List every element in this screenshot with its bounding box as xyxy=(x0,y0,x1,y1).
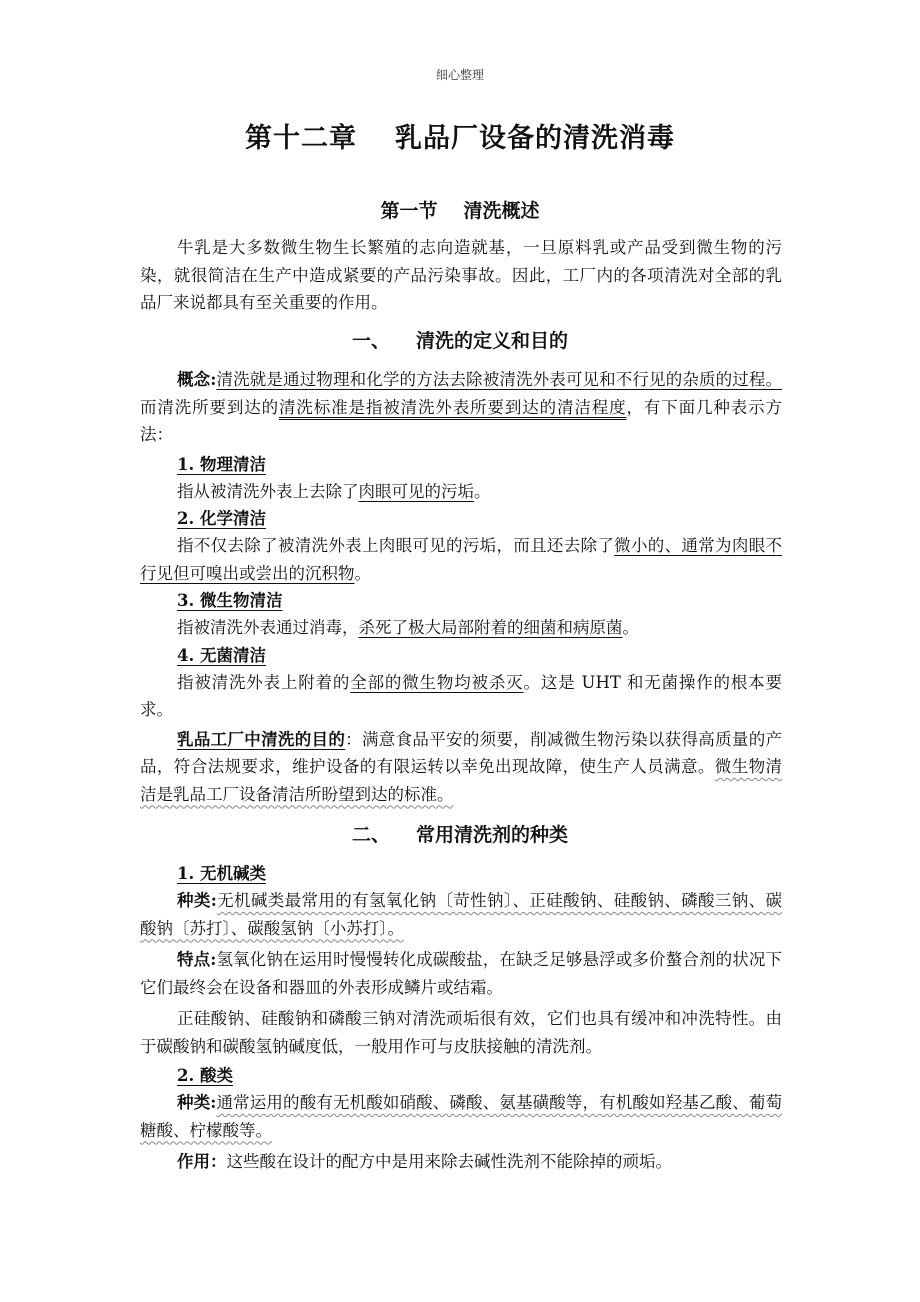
sub1-kind-label: 种类: xyxy=(177,891,217,910)
chapter-title xyxy=(0,116,920,155)
sub1-feature-paragraph xyxy=(140,946,782,1001)
item2-text-underlined: 微小的、通常为肉眼不行见但可嗅出或尝出的沉积物 xyxy=(140,536,783,583)
sub1-kind-text: 无机碱类最常用的有氢氧化钠〔苛性钠〕、正硅酸钠、硅酸钠、磷酸三钠、碳酸钠〔苏打〕、碳酸氢钠〔小苏打〕。 xyxy=(140,891,783,938)
item1-text xyxy=(140,478,782,506)
concept-connector: 而清洗所要到达的 xyxy=(140,397,279,417)
purpose-text: ：满意食品平安的须要，削减微生物污染以获得高质量的产品，符合法规要求，维护设备的有限运转以幸免出现故障，使生产人员满意。 xyxy=(140,729,783,776)
item1-text-underlined: 肉眼可见的污垢 xyxy=(358,481,474,501)
part2-heading xyxy=(0,820,920,847)
item1-text-a: 指从被清洗外表上去除了 xyxy=(177,481,359,501)
sub1-heading: 1. 无机碱类 xyxy=(177,864,266,883)
sub2-use-label: 作用： xyxy=(177,1152,227,1171)
item4-text-underlined: 全部的微生物均被杀灭 xyxy=(350,672,524,692)
sub1-feature-text: 氢氧化钠在运用时慢慢转化成碳酸盐，在缺乏足够悬浮或多价螯合剂的状况下它们最终会在设备和器皿的外表形成鳞片或结霜。 xyxy=(140,950,783,997)
part1-title: 清洗的定义和目的 xyxy=(416,330,569,352)
concept-paragraph xyxy=(140,366,782,449)
concept-standard: 清洗标准是指被清洗外表所要到达的清洁程度 xyxy=(279,397,627,417)
chapter-name: 乳品厂设备的清洗消毒 xyxy=(395,123,675,154)
chapter-number: 第十二章 xyxy=(245,123,357,154)
item3-heading: 3. 微生物清洁 xyxy=(177,591,283,610)
sub2-kind-label: 种类: xyxy=(177,1093,217,1112)
sub2-kind-text: 通常运用的酸有无机酸如硝酸、磷酸、氨基磺酸等，有机酸如羟基乙酸、葡萄糖酸、柠檬酸等。 xyxy=(140,1093,783,1140)
sub1-kind-paragraph xyxy=(140,887,782,942)
part1-body xyxy=(140,366,782,808)
item3-text-b: 。 xyxy=(622,618,639,637)
item2-heading: 2. 化学清洁 xyxy=(177,509,266,528)
part2-number: 二、 xyxy=(351,824,390,846)
part2-title: 常用清洗剂的种类 xyxy=(416,824,569,846)
sub1-note-paragraph: 正硅酸钠、硅酸钠和磷酸三钠对清洗顽垢很有效，它们也具有缓冲和冲洗特性。由于碳酸钠和碳酸氢钠碱度低，一般用作可与皮肤接触的清洗剂。 xyxy=(140,1009,782,1056)
part2-body xyxy=(140,860,782,1176)
page-header: 细心整理 xyxy=(435,68,484,82)
sub1-feature-label: 特点: xyxy=(177,950,217,969)
purpose-standard: 微生物清洁是乳品工厂设备清洁所盼望到达的标准。 xyxy=(140,757,783,804)
item2-text xyxy=(140,532,782,587)
item4-text-a: 指被清洗外表上附着的 xyxy=(177,672,351,692)
item3-text xyxy=(140,614,782,642)
part1-number: 一、 xyxy=(351,330,390,352)
item4-text xyxy=(140,669,782,724)
item2-text-b: 。 xyxy=(354,563,371,583)
section-number: 第一节 xyxy=(380,200,438,222)
concept-definition: 清洗就是通过物理和化学的方法去除被清洗外表可见和不行见的杂质的过程。 xyxy=(216,370,783,389)
item3-text-a: 指被清洗外表通过消毒， xyxy=(177,618,359,637)
item4-text-b: 。这是 UHT 和无菌操作的根本要求。 xyxy=(140,672,783,719)
purpose-paragraph xyxy=(140,726,782,809)
concept-label: 概念: xyxy=(177,370,217,389)
item1-text-b: 。 xyxy=(474,481,491,501)
section-name: 清洗概述 xyxy=(463,200,540,222)
section-title xyxy=(0,196,920,223)
intro-paragraph: 牛乳是大多数微生物生长繁殖的志向造就基，一旦原料乳或产品受到微生物的污染，就很简洁在生产中造成紧要的产品污染事故。因此，工厂内的各项清洗对全部的乳品厂来说都具有至关重要的作用。 xyxy=(140,238,782,312)
concept-tail: ，有下面几种表示方法： xyxy=(140,397,782,444)
item1-heading: 1. 物理清洁 xyxy=(177,454,266,474)
sub2-kind-paragraph xyxy=(140,1089,782,1144)
purpose-label: 乳品工厂中清洗的目的 xyxy=(177,729,346,749)
sub2-use-paragraph xyxy=(140,1148,782,1176)
item3-text-underlined: 杀死了极大局部附着的细菌和病原菌 xyxy=(358,618,623,637)
sub2-heading: 2. 酸类 xyxy=(177,1066,233,1085)
intro-block xyxy=(140,234,782,317)
item4-heading: 4. 无菌清洁 xyxy=(177,645,266,665)
item2-text-a: 指不仅去除了被清洗外表上肉眼可见的污垢，而且还去除了 xyxy=(177,536,615,555)
part1-heading xyxy=(0,326,920,353)
sub2-use-text: 这些酸在设计的配方中是用来除去碱性洗剂不能除掉的顽垢。 xyxy=(226,1152,672,1171)
